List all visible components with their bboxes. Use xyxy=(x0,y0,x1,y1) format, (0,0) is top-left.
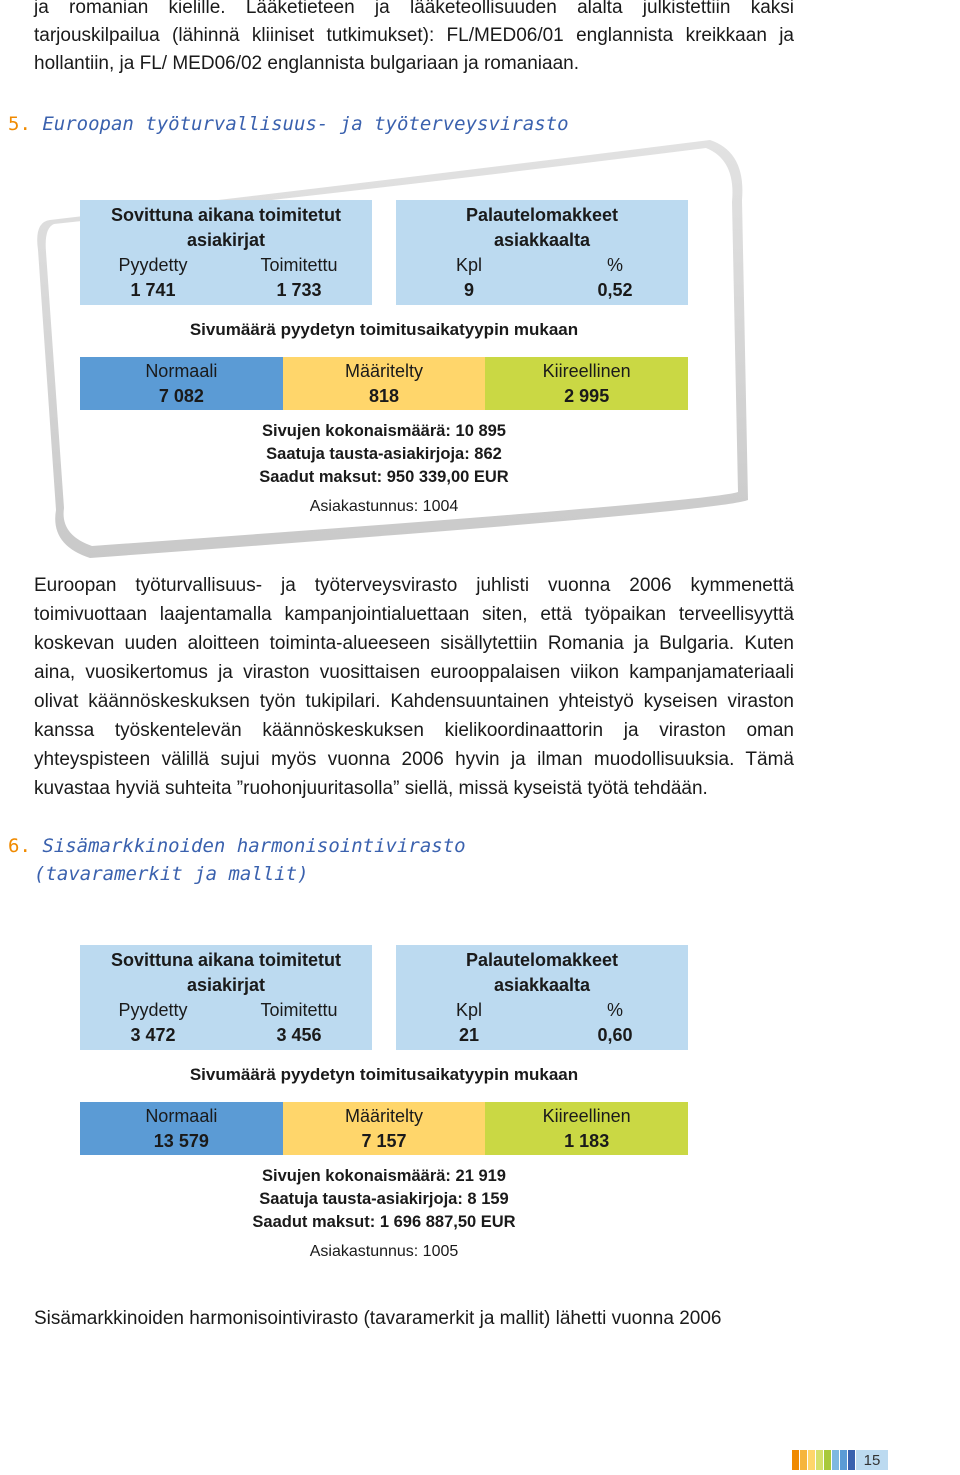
s6-normal-value: 13 579 xyxy=(153,1131,209,1151)
s6-client-code: Asiakastunnus: 1005 xyxy=(309,1243,459,1260)
s5-urgent-value: 2 995 xyxy=(564,386,610,406)
s6-percent-value: 0,60 xyxy=(597,1025,633,1045)
s5-delivered-value: 1 733 xyxy=(276,280,322,300)
s5-percent-label: % xyxy=(606,255,623,275)
s5-totals xyxy=(184,420,584,518)
color-square xyxy=(792,1450,799,1470)
s6-background-docs: Saatuja tausta-asiakirjoja: 8 159 xyxy=(259,1190,509,1208)
s5-defined-value: 818 xyxy=(368,386,400,406)
s6-total-pages: Sivujen kokonaismäärä: 21 919 xyxy=(262,1167,506,1185)
s5-feedback-title: Palautelomakkeet asiakkaalta xyxy=(465,205,619,250)
section-6-title-line1: Sisämarkkinoiden harmonisointivirasto xyxy=(42,835,466,857)
s6-payments: Saadut maksut: 1 696 887,50 EUR xyxy=(252,1213,516,1231)
color-squares xyxy=(792,1450,856,1470)
s6-feedback-box xyxy=(396,945,688,1050)
s5-defined-label: Määritelty xyxy=(344,361,424,381)
s6-delivered-label: Toimitettu xyxy=(260,1000,338,1020)
s6-requested-value: 3 472 xyxy=(130,1025,176,1045)
section-6-title-line2: (tavaramerkit ja mallit) xyxy=(34,863,309,885)
s5-background-docs: Saatuja tausta-asiakirjoja: 862 xyxy=(266,445,502,463)
s5-requested-value: 1 741 xyxy=(130,280,176,300)
s5-normal-value: 7 082 xyxy=(158,386,204,406)
section-5-title: Euroopan työturvallisuus- ja työterveysvirasto xyxy=(42,113,569,135)
color-square xyxy=(848,1450,855,1470)
s5-delivery-type-cells xyxy=(80,357,688,410)
color-square xyxy=(832,1450,839,1470)
s5-count-label: Kpl xyxy=(455,255,482,275)
section-5-paragraph: Euroopan työturvallisuus- ja työterveysvirasto juhlisti vuonna 2006 kymmenettä toimivuottaan laajentamalla kampanjointialuettaan siten, että työpaikan terveellisyyttä koskevan uuden aloitteen toiminta-alueeseen sisällytettiin Romania ja Bulgaria. Kuten aina, vuosikertomus ja viraston vuosittaisen eurooppalaisen viikon kampanjamateriaali olivat käännöskeskuksen työn tukipilari. Kahdensuuntainen yhteistyö kyseisen viraston kanssa työskentelevän käännöskeskuksen kielikoordinaattorin ja viraston oman yhteyspisteen välillä sujui myös vuonna 2006 hyvin ja ilman muodollisuuksia. Tämä kuvastaa hyviä suhteita ”ruohonjuuritasolla” siellä, missä kyseistä työtä tehdään. xyxy=(34,575,794,799)
s5-delivered-on-time-title: Sovittuna aikana toimitetut asiakirjat xyxy=(110,205,342,250)
s6-defined-label: Määritelty xyxy=(344,1106,424,1126)
color-square xyxy=(824,1450,831,1470)
s6-totals xyxy=(184,1165,584,1263)
section-5-number: 5. xyxy=(8,113,31,135)
s5-delivered-on-time-box xyxy=(80,200,372,305)
s6-urgent-value: 1 183 xyxy=(564,1131,610,1151)
section-5-heading xyxy=(8,110,569,138)
section-6-paragraph: Sisämarkkinoiden harmonisointivirasto (tavaramerkit ja mallit) lähetti vuonna 2006 xyxy=(34,1308,722,1329)
s6-count-label: Kpl xyxy=(455,1000,482,1020)
page-footer-bar xyxy=(792,1450,888,1470)
section-6-number: 6. xyxy=(8,835,31,857)
s6-delivered-on-time-box xyxy=(80,945,372,1050)
s5-normal-cell xyxy=(80,357,283,410)
color-square xyxy=(840,1450,847,1470)
s6-pages-title: Sivumäärä pyydetyn toimitusaikatyypin mukaan xyxy=(189,1065,579,1084)
s5-count-value: 9 xyxy=(463,280,474,300)
page-number: 15 xyxy=(856,1450,888,1470)
s6-count-value: 21 xyxy=(458,1025,480,1045)
s5-percent-value: 0,52 xyxy=(597,280,633,300)
color-square xyxy=(816,1450,823,1470)
s6-delivered-on-time-title: Sovittuna aikana toimitetut asiakirjat xyxy=(110,950,342,995)
s6-percent-label: % xyxy=(606,1000,623,1020)
color-square xyxy=(808,1450,815,1470)
s5-urgent-label: Kiireellinen xyxy=(542,361,631,381)
s6-delivery-type-cells xyxy=(80,1102,688,1155)
s5-normal-label: Normaali xyxy=(145,361,218,381)
s5-urgent-cell xyxy=(485,357,688,410)
s5-feedback-box xyxy=(396,200,688,305)
s6-urgent-label: Kiireellinen xyxy=(542,1106,631,1126)
section-6-heading xyxy=(8,832,466,888)
s5-defined-cell xyxy=(283,357,486,410)
s6-defined-cell xyxy=(283,1102,486,1155)
color-square xyxy=(800,1450,807,1470)
s6-normal-cell xyxy=(80,1102,283,1155)
s5-delivered-label: Toimitettu xyxy=(260,255,338,275)
s5-client-code: Asiakastunnus: 1004 xyxy=(309,498,459,515)
s5-total-pages: Sivujen kokonaismäärä: 10 895 xyxy=(262,422,506,440)
s5-requested-label: Pyydetty xyxy=(118,255,188,275)
s6-normal-label: Normaali xyxy=(145,1106,218,1126)
s6-delivered-value: 3 456 xyxy=(276,1025,322,1045)
s6-feedback-title: Palautelomakkeet asiakkaalta xyxy=(465,950,619,995)
s6-defined-value: 7 157 xyxy=(361,1131,407,1151)
s5-payments: Saadut maksut: 950 339,00 EUR xyxy=(259,468,509,486)
s6-urgent-cell xyxy=(485,1102,688,1155)
s6-requested-label: Pyydetty xyxy=(118,1000,188,1020)
intro-paragraph: ja romanian kielille. Lääketieteen ja lääketeollisuuden alalta julkistettiin kaksi tarjouskilpailua (lähinnä kliiniset tutkimukset): FL/MED06/01 englannista kreikkaan ja hollantiin, ja FL/ MED06/02 englannista bulgariaan ja romaniaan. xyxy=(34,0,794,74)
s5-pages-title: Sivumäärä pyydetyn toimitusaikatyypin mukaan xyxy=(189,320,579,339)
